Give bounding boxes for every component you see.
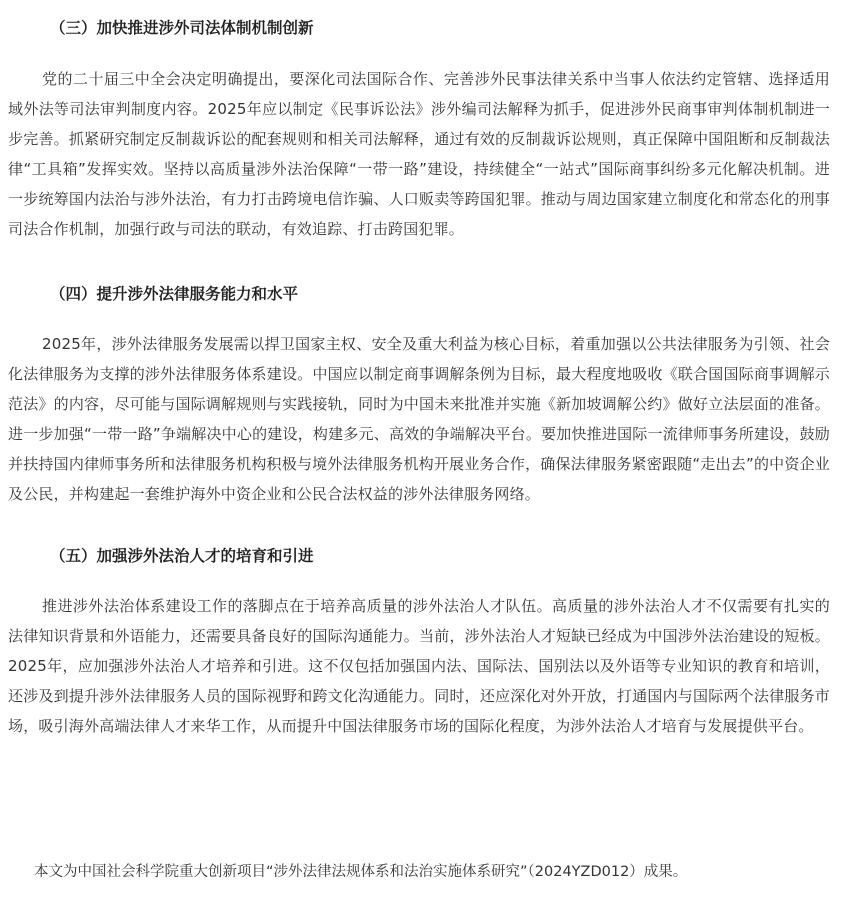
section-paragraph-4: 2025年，涉外法律服务发展需以捍卫国家主权、安全及重大利益为核心目标，着重加强以公共法律服务为引领、社会化法律服务为支撑的涉外法律服务体系建设。中国应以制定商事调解条例为目标，最大程度地吸收《联合国国际商事调解示范法》的内容，尽可能与国际调解规则与实践接轨，同时为中国未来批准并实施《新加坡调解公约》做好立法层面的准备。进一步加强“一带一路”争端解决中心的建设，构建多元、高效的争端解决平台。要加快推进国际一流律师事务所建设，鼓励并扶持国内律师事务所和法律服务机构积极与境外法律服务机构开展业务合作，确保法律服务紧密跟随“走出去”的中资企业及公民，并构建起一套维护海外中资企业和公民合法权益的涉外法律服务网络。 (8, 335, 830, 503)
section-paragraph-5: 推进涉外法治体系建设工作的落脚点在于培养高质量的涉外法治人才队伍。高质量的涉外法治人才不仅需要有扎实的法律知识背景和外语能力，还需要具备良好的国际沟通能力。当前，涉外法治人才短缺已经成为中国涉外法治建设的短板。2025年，应加强涉外法治人才培养和引进。这不仅包括加强国内法、国际法、国别法以及外语等专业知识的教育和培训，还涉及到提升涉外法律服务人员的国际视野和跨文化沟通能力。同时，还应深化对外开放，打通国内与国际两个法律服务市场，吸引海外高端法律人才来华工作，从而提升中国法律服务市场的国际化程度，为涉外法治人才培育与发展提供平台。 (8, 597, 830, 735)
section-heading-5: （五）加强涉外法治人才的培育和引进 (50, 547, 314, 565)
section-heading-4: （四）提升涉外法律服务能力和水平 (50, 285, 299, 303)
footnote: 本文为中国社会科学院重大创新项目“涉外法律法规体系和法治实施体系研究”（2024YZD012）成果。 (34, 864, 688, 880)
section-heading-3: （三）加快推进涉外司法体制机制创新 (50, 19, 314, 37)
section-paragraph-3: 党的二十届三中全会决定明确提出，要深化司法国际合作、完善涉外民事法律关系中当事人依法约定管辖、选择适用域外法等司法审判制度内容。2025年应以制定《民事诉讼法》涉外编司法解释为抓手，促进涉外民商事审判体制机制进一步完善。抓紧研究制定反制裁诉讼的配套规则和相关司法解释，通过有效的反制裁诉讼规则，真正保障中国阻断和反制裁法律“工具箱”发挥实效。坚持以高质量涉外法治保障“一带一路”建设，持续健全“一站式”国际商事纠纷多元化解决机制。进一步统筹国内法治与涉外法治，有力打击跨境电信诈骗、人口贩卖等跨国犯罪。推动与周边国家建立制度化和常态化的刑事司法合作机制，加强行政与司法的联动，有效追踪、打击跨国犯罪。 (8, 70, 830, 238)
